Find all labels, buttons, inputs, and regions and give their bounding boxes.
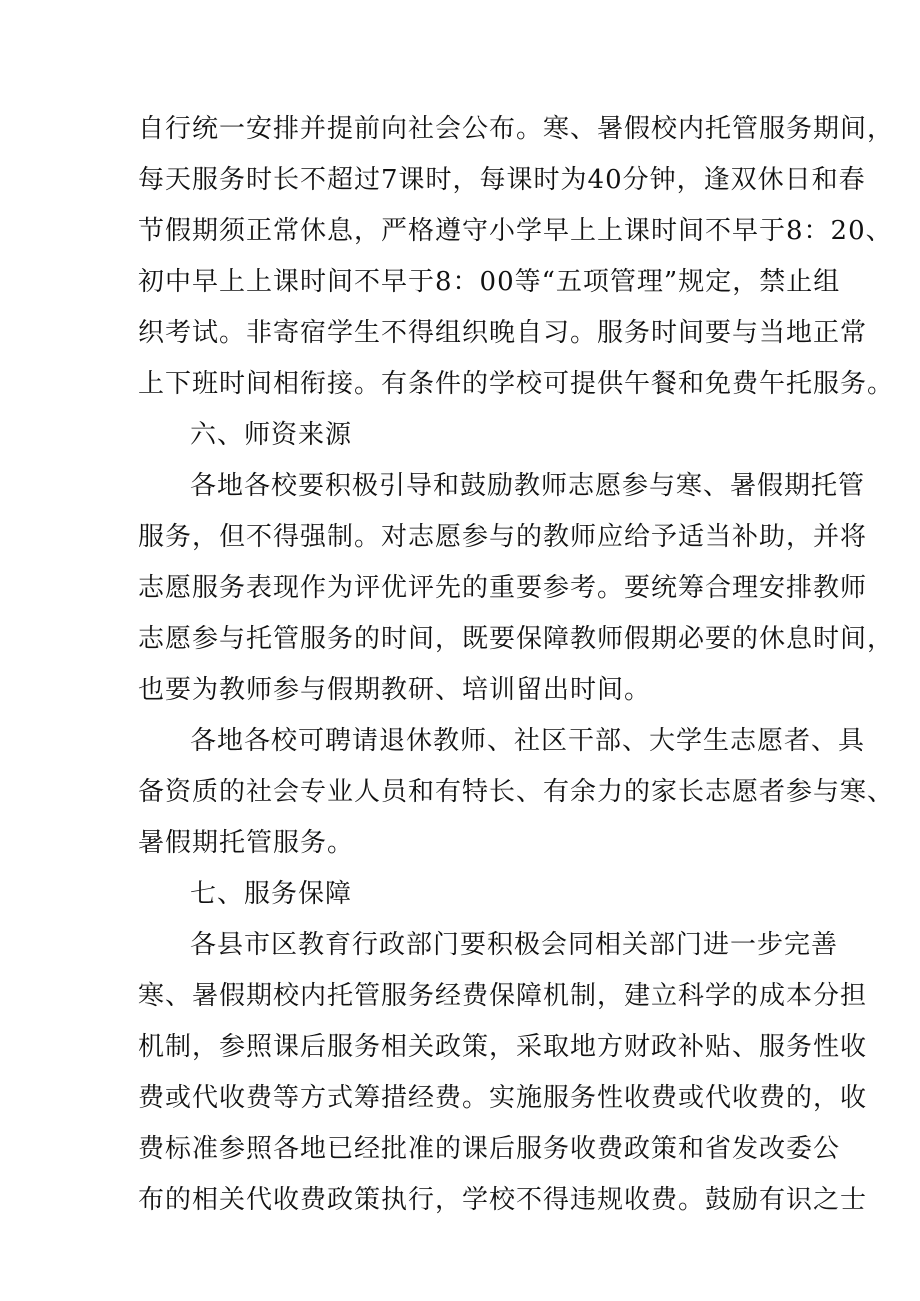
paragraph-line: 备资质的社会专业人员和有特长、有余力的家长志愿者参与寒、 — [138, 777, 895, 807]
section-heading: 七、服务保障 — [190, 879, 353, 909]
paragraph-line: 初中早上上课时间不早于8：00等“五项管理”规定，禁止组 — [138, 267, 841, 297]
paragraph-line: 节假期须正常休息，严格遵守小学早上上课时间不早于8：20、 — [138, 216, 893, 246]
paragraph-line: 各县市区教育行政部门要积极会同相关部门进一步完善 — [190, 930, 839, 960]
paragraph-line: 也要为教师参与假期教研、培训留出时间。 — [138, 675, 652, 705]
paragraph-line: 各地各校可聘请退休教师、社区干部、大学生志愿者、具 — [190, 726, 866, 756]
paragraph-line: 费标准参照各地已经批准的课后服务收费政策和省发改委公 — [138, 1134, 841, 1164]
paragraph-line: 志愿参与托管服务的时间，既要保障教师假期必要的休息时间， — [138, 624, 895, 654]
paragraph-line: 上下班时间相衔接。有条件的学校可提供午餐和免费午托服务。 — [138, 369, 895, 399]
paragraph-line: 每天服务时长不超过7课时，每课时为40分钟，逢双休日和春 — [138, 165, 866, 195]
paragraph-line: 志愿服务表现作为评优评先的重要参考。要统筹合理安排教师 — [138, 573, 868, 603]
paragraph-line: 自行统一安排并提前向社会公布。寒、暑假校内托管服务期间， — [138, 114, 895, 144]
paragraph-line: 服务，但不得强制。对志愿参与的教师应给予适当补助，并将 — [138, 522, 868, 552]
paragraph-line: 布的相关代收费政策执行，学校不得违规收费。鼓励有识之士 — [138, 1185, 868, 1215]
paragraph-line: 寒、暑假期校内托管服务经费保障机制，建立科学的成本分担 — [138, 981, 868, 1011]
paragraph-line: 织考试。非寄宿学生不得组织晚自习。服务时间要与当地正常 — [138, 318, 868, 348]
paragraph-line: 费或代收费等方式筹措经费。实施服务性收费或代收费的，收 — [138, 1083, 868, 1113]
paragraph-line: 机制，参照课后服务相关政策，采取地方财政补贴、服务性收 — [138, 1032, 868, 1062]
paragraph-line: 各地各校要积极引导和鼓励教师志愿参与寒、暑假期托管 — [190, 471, 866, 501]
section-heading: 六、师资来源 — [190, 420, 353, 450]
paragraph-line: 暑假期托管服务。 — [138, 828, 355, 858]
